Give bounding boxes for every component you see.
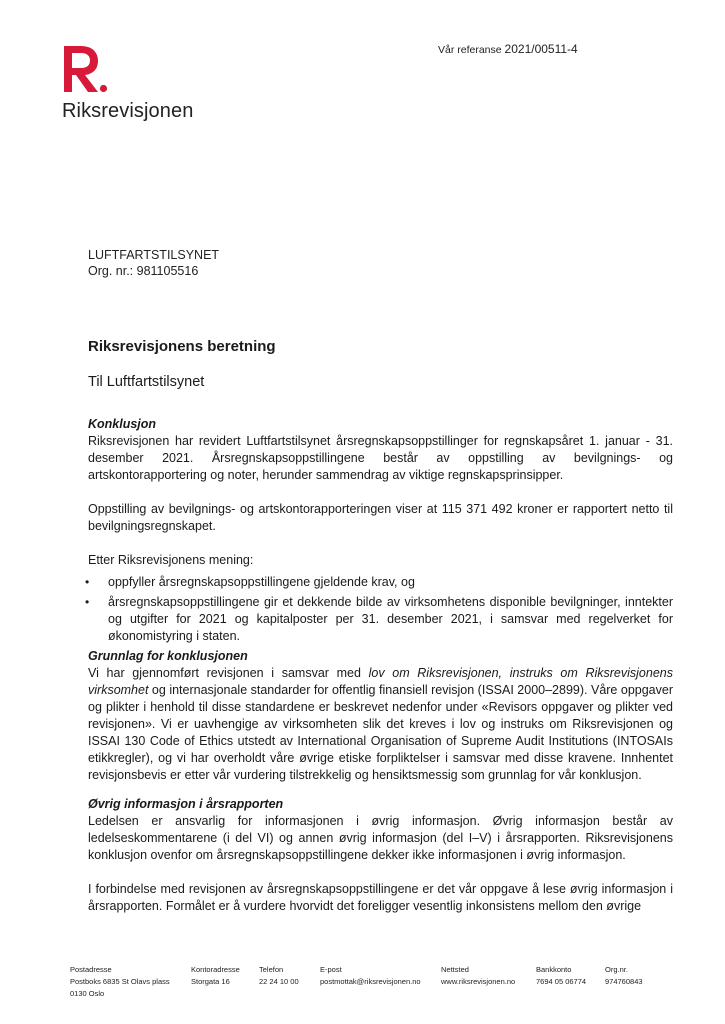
- recipient-block: [88, 247, 219, 279]
- konklusjon-paragraph-2: Oppstilling av bevilgnings- og artskontorapporteringen viser at 115 371 492 kroner er rapportert netto til bevilgningsregnskapet.: [88, 502, 673, 533]
- footer-label: Bankkonto: [536, 965, 572, 974]
- footer-epost: [320, 964, 421, 988]
- ovrig-paragraph-1: Ledelsen er ansvarlig for informasjonen i øvrig informasjon. Øvrig informasjon består av ledelseskommentarene (i del VI) og annen øvrig informasjon (del I–V) i årsrapporten. Riksrevisjonens konklusjon ovenfor om årsregnskapsoppstillingene dekker ikke informasjonen i øvrig informasjon.: [88, 814, 673, 862]
- footer-value: 0130 Oslo: [70, 989, 105, 998]
- konklusjon-paragraph-3: Etter Riksrevisjonens mening:: [88, 553, 254, 567]
- footer-label: Kontoradresse: [191, 965, 240, 974]
- konklusjon-paragraph-1: Riksrevisjonen har revidert Luftfartstilsynet årsregnskapsoppstillinger for regnskapsåret 1. januar - 31. desember 2021. Årsregnskapsoppstillingene består av oppstilling av bevilgnings- og artskontorapportering og noter, herunder sammendrag av viktige regnskapsprinsipper.: [88, 434, 673, 482]
- addressee: Til Luftfartstilsynet: [88, 374, 205, 390]
- footer-bankkonto: [536, 964, 586, 988]
- bullet-item: • oppfyller årsregnskapsoppstillingene gjeldende krav, og: [88, 574, 673, 591]
- footer-label: Postadresse: [70, 965, 112, 974]
- logo-text: Riksrevisjonen: [62, 100, 194, 122]
- grunnlag-text-a: Vi har gjennomført revisjonen i samsvar med: [88, 666, 369, 680]
- footer-label: Org.nr.: [605, 965, 628, 974]
- footer-value: 7694 05 06774: [536, 977, 587, 986]
- grunnlag-italic-reference: lov om Riksrevisjonen, instruks om Riksrevisjonens virksomhet: [88, 666, 673, 697]
- footer-kontoradresse: [191, 964, 240, 988]
- logo-r-mark: [62, 44, 110, 96]
- recipient-org-nr: Org. nr.: 981105516: [88, 264, 199, 278]
- footer-postadresse: [70, 964, 170, 1000]
- page-title: Riksrevisjonens beretning: [88, 338, 276, 355]
- heading-konklusjon: Konklusjon: [88, 417, 157, 431]
- reference-number: 2021/00511-4: [504, 42, 578, 56]
- recipient-name: LUFTFARTSTILSYNET: [88, 248, 220, 262]
- konklusjon-bullet-list: [88, 574, 673, 645]
- footer-label: Telefon: [259, 965, 284, 974]
- footer-telefon: [259, 964, 299, 988]
- heading-ovrig: Øvrig informasjon i årsrapporten: [88, 797, 284, 811]
- footer-value: Storgata 16: [191, 977, 230, 986]
- riksrevisjonen-logo: [62, 44, 194, 122]
- footer-value: www.riksrevisjonen.no: [441, 977, 516, 986]
- footer-nettsted: [441, 964, 515, 988]
- grunnlag-paragraph: [88, 665, 673, 784]
- reference-label: Vår referanse: [438, 44, 502, 56]
- footer-value: Postboks 6835 St Olavs plass: [70, 977, 170, 986]
- reference: [438, 42, 578, 56]
- footer-label: E-post: [320, 965, 342, 974]
- heading-grunnlag: Grunnlag for konklusjonen: [88, 649, 248, 663]
- bullet-item: • årsregnskapsoppstillingene gir et dekkende bilde av virksomhetens disponible bevilgninger, inntekter og utgifter for 2021 og kapitalposter per 31. desember 2021, i samsvar med regelverket for økonomistyring i staten.: [88, 594, 673, 645]
- footer-value: postmottak@riksrevisjonen.no: [320, 977, 421, 986]
- ovrig-paragraph-2: I forbindelse med revisjonen av årsregnskapsoppstillingene er det vår oppgave å lese øvrig informasjon i årsrapporten. Formålet er å vurdere hvorvidt det foreligger vesentlig inkonsistens mellom den øvrige: [88, 882, 673, 913]
- footer-label: Nettsted: [441, 965, 469, 974]
- footer-orgnr: [605, 964, 643, 988]
- grunnlag-text-b: og internasjonale standarder for offentlig finansiell revisjon (ISSAI 2000–2899). Våre oppgaver og plikter i henhold til disse standardene er beskrevet nedenfor under «Revisors oppgaver og plikter ved revisjonen». Vi er uavhengige av virksomheten slik det kreves i lov og instruks om Riksrevisjonen og ISSAI 130 Code of Ethics utstedt av International Organisation of Supreme Audit Institutions (INTOSAIs etikkregler), og vi har overholdt våre øvrige etiske forpliktelser i samsvar med disse kravene. Innhentet revisjonsbevis er etter vår vurdering tilstrekkelig og hensiktsmessig som grunnlag for vår konklusjon.: [88, 683, 673, 782]
- footer-value: 22 24 10 00: [259, 977, 299, 986]
- footer-value: 974760843: [605, 977, 643, 986]
- report-body: [88, 416, 673, 915]
